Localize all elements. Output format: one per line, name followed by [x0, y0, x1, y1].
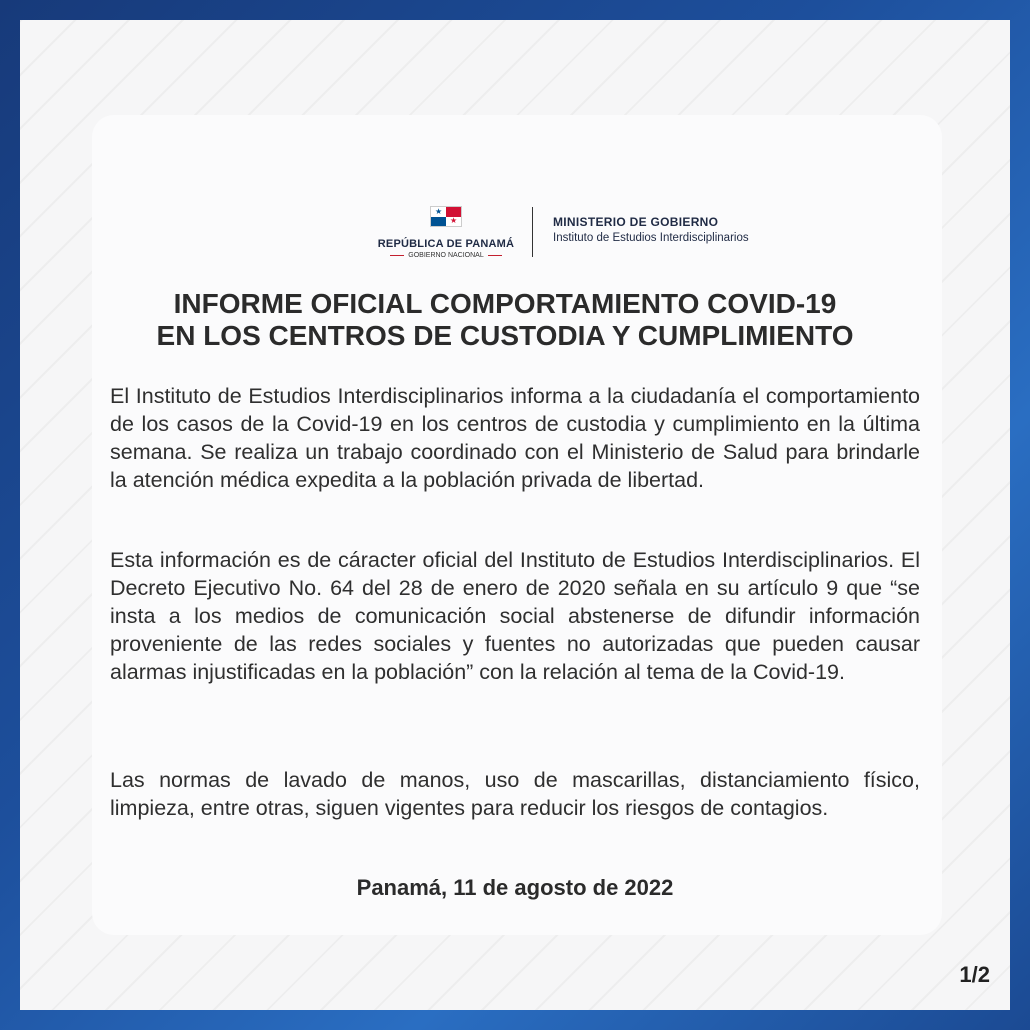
government-text: GOBIERNO NACIONAL	[408, 252, 484, 259]
ministry-name: MINISTERIO DE GOBIERNO	[553, 215, 719, 229]
document-title	[100, 288, 910, 352]
title-line-2: EN LOS CENTROS DE CUSTODIA Y CUMPLIMIENTO	[156, 320, 854, 351]
paragraph-3: Las normas de lavado de manos, uso de mascarillas, distanciamiento físico, limpieza, entre otras, siguen vigentes para reducir los riesgos de contagios.	[110, 768, 920, 820]
ministry-logo	[553, 215, 749, 244]
institute-name: Instituto de Estudios Interdisciplinarios	[553, 232, 749, 244]
page-indicator: 1/2	[959, 962, 990, 987]
government-label	[370, 252, 522, 259]
title-line-1: INFORME OFICIAL COMPORTAMIENTO COVID-19	[173, 288, 837, 319]
paragraph-1: El Instituto de Estudios Interdisciplinarios informa a la ciudadanía el comportamiento de los casos de la Covid-19 en los centros de custodia y cumplimiento en la última semana. Se realiza un trabajo coordinado con el Ministerio de Salud para brindarle la atención médica expedita a la población privada de libertad.	[110, 384, 920, 492]
paragraph-2: Esta información es de cáracter oficial del Instituto de Estudios Interdisciplinarios. El Decreto Ejecutivo No. 64 del 28 de enero de 2020 señala en su artículo 9 que “se insta a los medios de comunicación social abstenerse de difundir información proveniente de las redes sociales y fuentes no autorizadas que pueden causar alarmas injustificadas en la población” con la relación al tema de la Covid-19.	[110, 548, 920, 684]
country-name: REPÚBLICA DE PANAMÁ	[377, 238, 515, 250]
document-date: Panamá, 11 de agosto de 2022	[356, 875, 674, 900]
republic-logo	[370, 206, 522, 259]
logo-divider	[532, 207, 533, 257]
panama-flag-icon: ★ ★	[430, 206, 462, 227]
